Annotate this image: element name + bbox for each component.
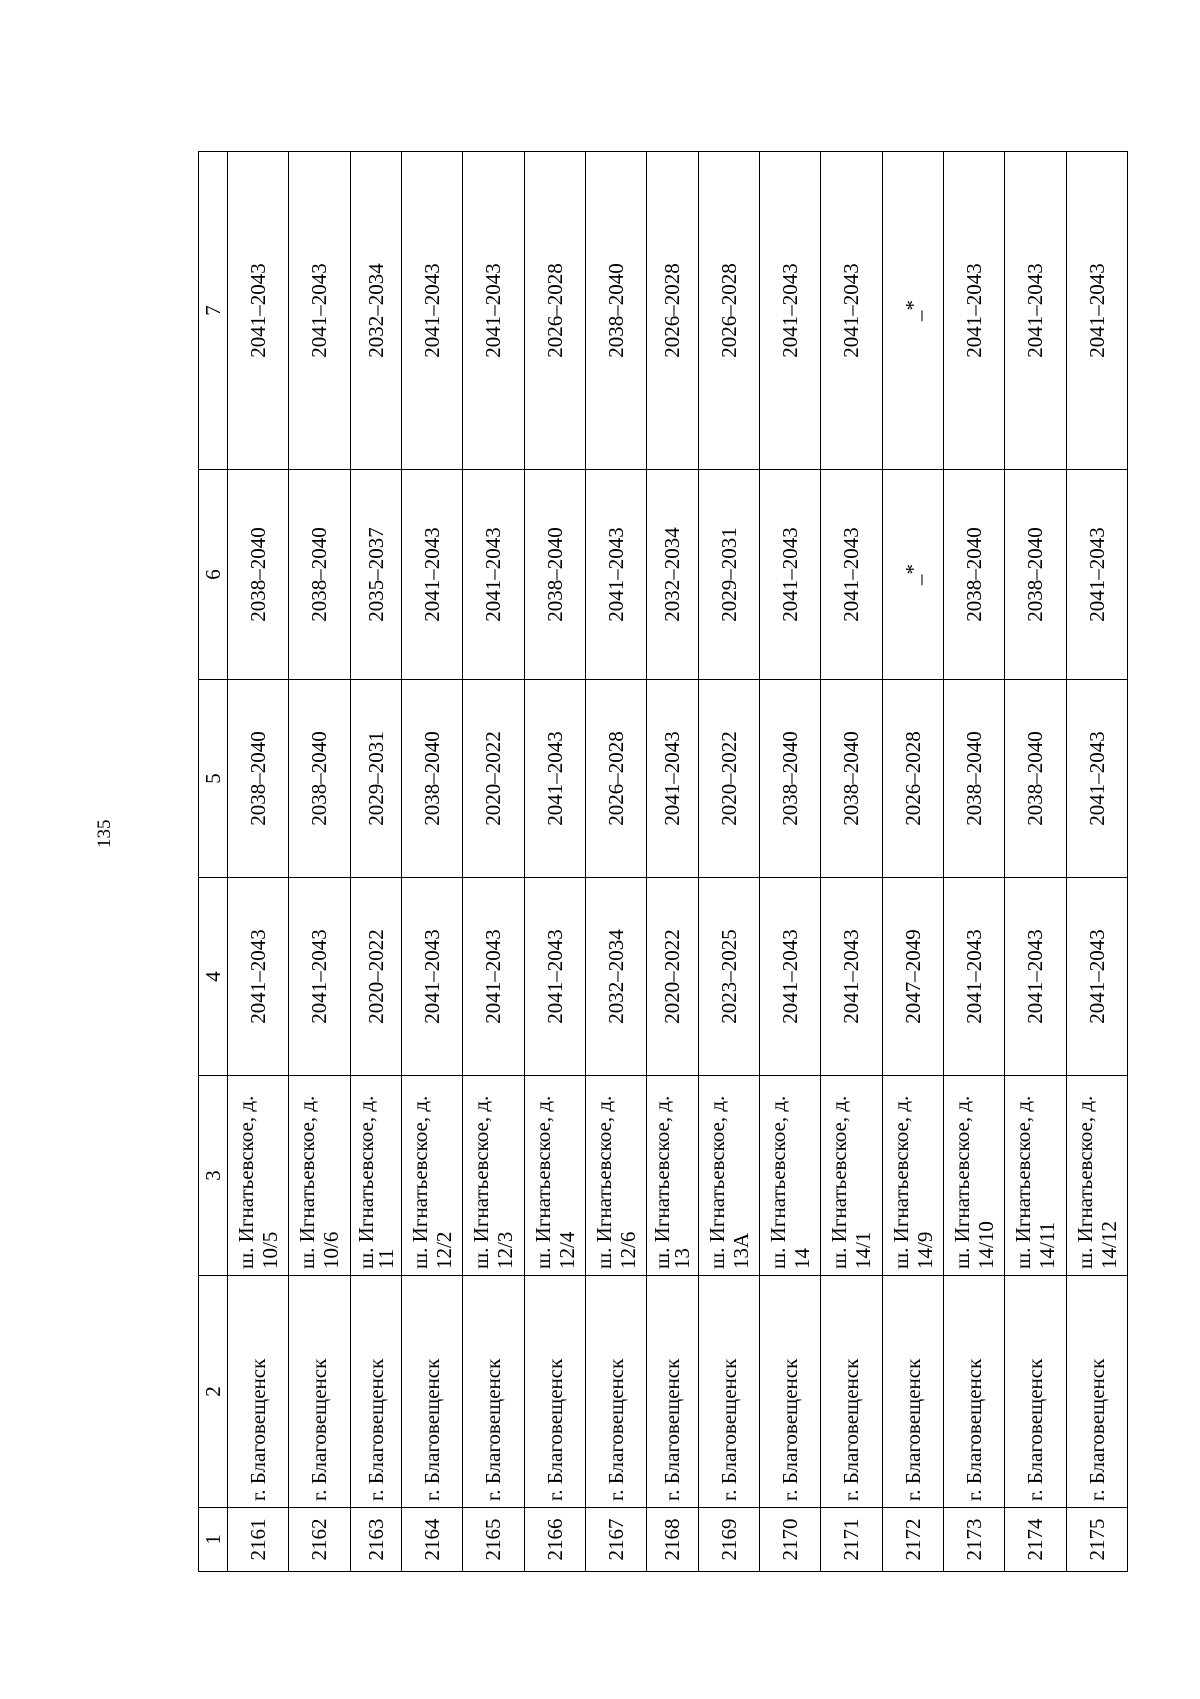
address-cell: ш. Игнатьевское, д. 14/12 [1066, 1076, 1127, 1276]
table-row [228, 152, 289, 1572]
data-table [198, 151, 1128, 1572]
period-col7: 2041–2043 [463, 152, 524, 470]
address-cell: ш. Игнатьевское, д. 12/3 [463, 1076, 524, 1276]
period-col7: 2038–2040 [585, 152, 646, 470]
row-number: 2173 [943, 1508, 1004, 1572]
address-cell: ш. Игнатьевское, д. 14/10 [943, 1076, 1004, 1276]
period-col7: 2041–2043 [228, 152, 289, 470]
period-col4: 2047–2049 [882, 878, 943, 1076]
table-row [289, 152, 350, 1572]
period-col6: 2035–2037 [350, 470, 401, 680]
period-col4: 2041–2043 [401, 878, 462, 1076]
address-cell: ш. Игнатьевское, д. 14/9 [882, 1076, 943, 1276]
city-cell: г. Благовещенск [943, 1276, 1004, 1508]
period-col7: 2041–2043 [759, 152, 820, 470]
period-col7: 2041–2043 [401, 152, 462, 470]
period-col4: 2020–2022 [647, 878, 698, 1076]
period-col7: 2041–2043 [1005, 152, 1066, 470]
period-col4: 2041–2043 [943, 878, 1004, 1076]
period-col5: 2020–2022 [463, 680, 524, 878]
table-row [463, 152, 524, 1572]
period-col5: 2041–2043 [524, 680, 585, 878]
city-cell: г. Благовещенск [759, 1276, 820, 1508]
table-body [228, 152, 1128, 1572]
city-cell: г. Благовещенск [228, 1276, 289, 1508]
address-cell: ш. Игнатьевское, д. 13А [698, 1076, 759, 1276]
period-col4: 2032–2034 [585, 878, 646, 1076]
row-number: 2172 [882, 1508, 943, 1572]
period-col7: 2026–2028 [647, 152, 698, 470]
period-col7: 2026–2028 [524, 152, 585, 470]
period-col5: 2038–2040 [401, 680, 462, 878]
period-col6: 2041–2043 [401, 470, 462, 680]
city-cell: г. Благовещенск [350, 1276, 401, 1508]
period-col5: 2041–2043 [647, 680, 698, 878]
table-row [821, 152, 882, 1572]
period-col6: 2041–2043 [759, 470, 820, 680]
city-cell: г. Благовещенск [585, 1276, 646, 1508]
period-col4: 2041–2043 [821, 878, 882, 1076]
city-cell: г. Благовещенск [524, 1276, 585, 1508]
period-col5: 2029–2031 [350, 680, 401, 878]
row-number: 2171 [821, 1508, 882, 1572]
city-cell: г. Благовещенск [698, 1276, 759, 1508]
period-col5: 2038–2040 [1005, 680, 1066, 878]
period-col6: 2032–2034 [647, 470, 698, 680]
address-cell: ш. Игнатьевское, д. 12/2 [401, 1076, 462, 1276]
period-col6: 2041–2043 [585, 470, 646, 680]
row-number: 2162 [289, 1508, 350, 1572]
period-col5: 2038–2040 [228, 680, 289, 878]
period-col4: 2023–2025 [698, 878, 759, 1076]
row-number: 2175 [1066, 1508, 1127, 1572]
header-cell-1: 1 [199, 1508, 228, 1572]
period-col6: 2029–2031 [698, 470, 759, 680]
address-cell: ш. Игнатьевское, д. 10/5 [228, 1076, 289, 1276]
table-row [943, 152, 1004, 1572]
table-row [524, 152, 585, 1572]
period-col4: 2041–2043 [524, 878, 585, 1076]
period-col4: 2041–2043 [759, 878, 820, 1076]
address-cell: ш. Игнатьевское, д. 11 [350, 1076, 401, 1276]
period-col5: 2038–2040 [943, 680, 1004, 878]
period-col4: 2041–2043 [1005, 878, 1066, 1076]
header-cell-6: 6 [199, 470, 228, 680]
period-col6: 2038–2040 [943, 470, 1004, 680]
period-col4: 2041–2043 [228, 878, 289, 1076]
period-col5: 2026–2028 [882, 680, 943, 878]
table-row [350, 152, 401, 1572]
address-cell: ш. Игнатьевское, д. 13 [647, 1076, 698, 1276]
header-cell-5: 5 [199, 680, 228, 878]
header-cell-7: 7 [199, 152, 228, 470]
city-cell: г. Благовещенск [821, 1276, 882, 1508]
city-cell: г. Благовещенск [463, 1276, 524, 1508]
period-col7: 2032–2034 [350, 152, 401, 470]
table-row [698, 152, 759, 1572]
period-col7: 2041–2043 [821, 152, 882, 470]
period-col5: 2020–2022 [698, 680, 759, 878]
table-row [401, 152, 462, 1572]
table-row [882, 152, 943, 1572]
period-col5: 2038–2040 [759, 680, 820, 878]
period-col7: 2041–2043 [943, 152, 1004, 470]
period-col6: _* [882, 470, 943, 680]
period-col6: 2041–2043 [463, 470, 524, 680]
city-cell: г. Благовещенск [401, 1276, 462, 1508]
row-number: 2165 [463, 1508, 524, 1572]
period-col6: 2041–2043 [1066, 470, 1127, 680]
period-col4: 2041–2043 [289, 878, 350, 1076]
table-container [198, 152, 1128, 1572]
period-col6: 2038–2040 [524, 470, 585, 680]
row-number: 2167 [585, 1508, 646, 1572]
city-cell: г. Благовещенск [1066, 1276, 1127, 1508]
row-number: 2174 [1005, 1508, 1066, 1572]
period-col6: 2038–2040 [228, 470, 289, 680]
address-cell: ш. Игнатьевское, д. 14/1 [821, 1076, 882, 1276]
table-row [585, 152, 646, 1572]
row-number: 2168 [647, 1508, 698, 1572]
period-col4: 2020–2022 [350, 878, 401, 1076]
row-number: 2161 [228, 1508, 289, 1572]
address-cell: ш. Игнатьевское, д. 14 [759, 1076, 820, 1276]
period-col5: 2041–2043 [1066, 680, 1127, 878]
period-col4: 2041–2043 [463, 878, 524, 1076]
period-col6: 2041–2043 [821, 470, 882, 680]
period-col5: 2038–2040 [289, 680, 350, 878]
table-row [759, 152, 820, 1572]
address-cell: ш. Игнатьевское, д. 10/6 [289, 1076, 350, 1276]
header-cell-3: 3 [199, 1076, 228, 1276]
period-col7: _* [882, 152, 943, 470]
table-row [647, 152, 698, 1572]
period-col6: 2038–2040 [289, 470, 350, 680]
address-cell: ш. Игнатьевское, д. 14/11 [1005, 1076, 1066, 1276]
row-number: 2164 [401, 1508, 462, 1572]
table-row [1005, 152, 1066, 1572]
page-number: 135 [94, 819, 115, 848]
period-col7: 2041–2043 [289, 152, 350, 470]
city-cell: г. Благовещенск [882, 1276, 943, 1508]
city-cell: г. Благовещенск [289, 1276, 350, 1508]
row-number: 2169 [698, 1508, 759, 1572]
table-row [1066, 152, 1127, 1572]
period-col7: 2041–2043 [1066, 152, 1127, 470]
city-cell: г. Благовещенск [647, 1276, 698, 1508]
address-cell: ш. Игнатьевское, д. 12/6 [585, 1076, 646, 1276]
period-col6: 2038–2040 [1005, 470, 1066, 680]
city-cell: г. Благовещенск [1005, 1276, 1066, 1508]
row-number: 2170 [759, 1508, 820, 1572]
header-cell-2: 2 [199, 1276, 228, 1508]
period-col4: 2041–2043 [1066, 878, 1127, 1076]
address-cell: ш. Игнатьевское, д. 12/4 [524, 1076, 585, 1276]
header-row [199, 152, 228, 1572]
header-cell-4: 4 [199, 878, 228, 1076]
period-col5: 2026–2028 [585, 680, 646, 878]
row-number: 2163 [350, 1508, 401, 1572]
period-col5: 2038–2040 [821, 680, 882, 878]
row-number: 2166 [524, 1508, 585, 1572]
period-col7: 2026–2028 [698, 152, 759, 470]
